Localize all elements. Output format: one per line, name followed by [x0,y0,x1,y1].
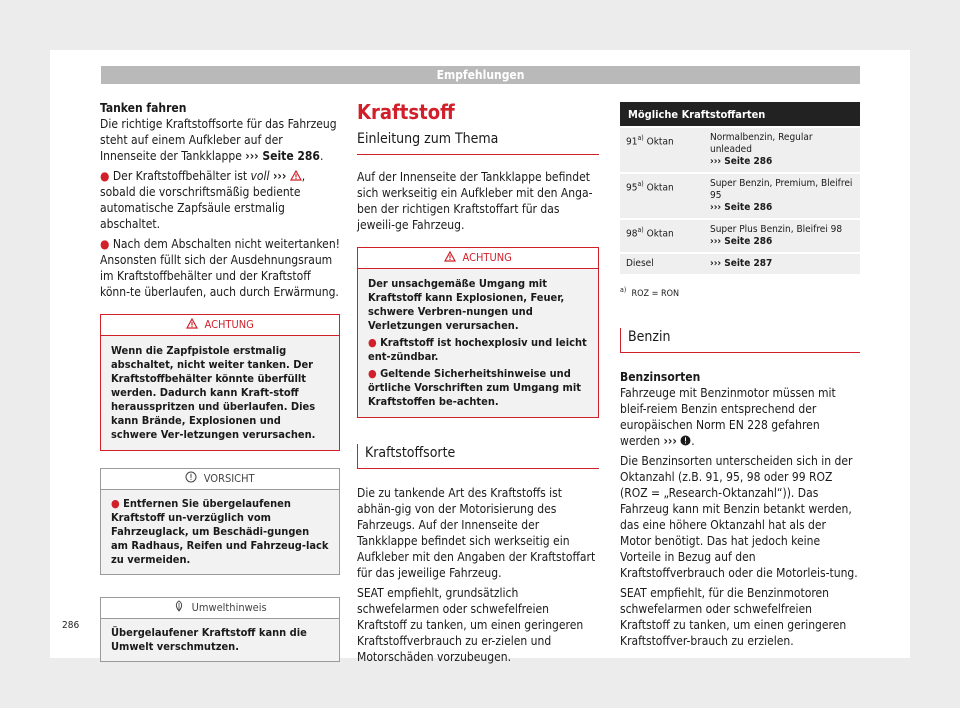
warning-lead: Der unsachgemäße Umgang mit Kraftstoff kann Explosionen, Feuer, schwere Verbren-nungen und Verletzungen verursachen. [368,277,565,332]
environment-header [101,598,339,619]
intro-text: Die richtige Kraftstoffsorte für das Fahrzeug steht auf einem Aufkleber auf der Innenseite der Tankklappe [100,117,337,163]
octane-cell [620,128,704,172]
environment-box [100,597,340,662]
warning-body: Wenn die Zapfpistole erstmalig abschaltet, nicht weiter tanken. Der Kraftstoffbehälter könnte überfüllt werden. Dadurch kann Kraft-stoff herausspritzen und überlaufen. Dies kann Brände, Explosionen und schwere Ver-letzungen verursachen. [101,336,339,450]
caution-title: VORSICHT [203,472,255,485]
footnote-text: ROZ = RON [631,289,680,299]
bullet-item [100,168,340,232]
paragraph: SEAT empfiehlt, grundsätzlich schwefelarmen oder schwefelfreien Kraftstoff zu tanken, um einen geringeren Kraftstoffverbrauch zu er-zielen und Motorschäden vorzubeugen. [357,586,584,664]
column-right [620,100,860,649]
environment-body: Übergelaufener Kraftstoff kann die Umwelt verschmutzen. [101,619,339,661]
paragraph-end: . [691,434,695,448]
octane-cell [620,174,704,218]
warning-header [358,248,598,269]
page-reference-link[interactable]: ››› Seite 286 [710,156,773,167]
sub-heading-benzinsorten: Benzinsorten [620,370,701,384]
bullet-icon: ● [100,237,110,251]
leaf-icon [173,600,185,612]
caution-body [101,490,339,574]
footnote-mark: a) [637,226,644,234]
footnote-mark: a) [637,180,644,188]
bullet-text: Nach dem Abschalten nicht weitertanken! Ansonsten füllt sich der Ausdehnungsraum im Kraftstoffbehälter und der Kraftstoff könn-te überlaufen, auch durch Erwärmung. [100,237,340,299]
warning-triangle-icon [290,170,302,181]
bullet-icon: ● [368,336,377,349]
warning-body [358,269,598,417]
reference-arrows[interactable]: ››› [272,169,287,183]
fuel-desc-cell [704,254,860,274]
warning-bullet-text: Kraftstoff ist hochexplosiv und leicht ent-zündbar. [368,336,587,363]
table-row [620,254,860,274]
fuel-desc-cell [704,220,860,252]
fuel-desc: Super Benzin, Premium, Bleifrei 95 [710,178,853,201]
fuel-desc-cell [704,174,860,218]
bullet-icon: ● [100,169,110,183]
octane-unit: Oktan [643,182,674,194]
section-heading-benzin: Benzin [620,328,860,353]
warning-box [100,314,340,451]
warning-bullet [368,336,588,364]
paragraph: Die Benzinsorten unterscheiden sich in der Oktanzahl (z.B. 91, 95, 98 oder 99 ROZ (ROZ = „Research-Oktanzahl“)). Das Fahrzeug kann mit Benzin betankt werden, das eine höhere Oktanzahl hat als der Motor benötigt. Das hat jedoch keine Vorteile in Bezug auf den Kraftstoffverbrauch oder die Motorleis-tung. [620,454,858,580]
table-row [620,128,860,172]
warning-title: ACHTUNG [204,318,254,331]
warning-triangle-icon [186,318,198,329]
info-circle-icon [185,471,197,483]
octane-value: Diesel [626,258,654,269]
fuel-desc-cell [704,128,860,172]
warning-box [357,247,599,418]
caution-text: Entfernen Sie übergelaufenen Kraftstoff un-verzüglich vom Fahrzeuglack, um Beschädi-gungen am Radhaus, Reifen und Fahrzeug-lack zu vermeiden. [111,497,329,566]
octane-value: 91 [626,136,638,148]
warning-header [101,315,339,336]
warning-triangle-icon [444,251,456,262]
intro-end: . [319,149,324,163]
environment-title: Umwelthinweis [191,601,267,614]
octane-cell [620,220,704,252]
warning-bullet [368,367,588,409]
table-title: Mögliche Kraftstoffarten [620,102,860,126]
warning-bullet-text: Geltende Sicherheitshinweise und örtliche Vorschriften zum Umgang mit Kraftstoffen be-achten. [368,367,581,408]
exclamation-circle-icon [680,435,691,446]
octane-unit: Oktan [643,228,674,240]
warning-title: ACHTUNG [462,251,512,264]
intro-paragraph: Auf der Innenseite der Tankklappe befindet sich werkseitig ein Aufkleber mit den Anga-ben der richtigen Kraftstoffart für das jeweili-ge Fahrzeug. [357,170,593,232]
paragraph [620,385,860,449]
table-row [620,220,860,252]
page-reference-link[interactable]: ››› Seite 286 [710,236,773,247]
subtitle: Einleitung zum Thema [357,130,599,155]
paragraph: Die zu tankende Art des Kraftstoffs ist abhän-gig von der Motorisierung des Fahrzeugs. Auf der Innenseite der Tankklappe befindet sich werkseitig ein Aufkleber mit den Angaben der Kraftstoffart für das jeweilige Fahrzeug. [357,486,596,580]
octane-cell [620,254,704,274]
footnote-mark: a) [620,286,627,294]
fuel-types-table [620,100,860,276]
reference-arrows[interactable]: ››› [663,434,677,448]
bullet-text: Der Kraftstoffbehälter ist [112,169,251,183]
main-title: Kraftstoff [357,100,455,124]
table-header-row [620,102,860,126]
fuel-desc: Super Plus Benzin, Bleifrei 98 [710,224,843,235]
octane-unit: Oktan [643,136,674,148]
emphasis-text: voll [250,169,270,183]
section-heading-tanken: Tanken fahren [100,101,187,115]
caution-box [100,468,340,575]
paragraph-text: Fahrzeuge mit Benzinmotor müssen mit bleif-reiem Benzin entsprechend der europäischen Norm EN 228 gefahren werden [620,386,836,448]
octane-value: 95 [626,182,638,194]
footnote-mark: a) [637,134,644,142]
page-reference-link[interactable]: ››› Seite 287 [710,258,773,269]
page-number: 286 [62,620,80,631]
column-middle [357,100,599,665]
chapter-header: Empfehlungen [101,66,860,84]
page [50,50,910,664]
bullet-item [100,236,340,300]
caution-header [101,469,339,490]
bullet-icon: ● [111,497,120,510]
section-heading-kraftstoffsorte: Kraftstoffsorte [357,444,599,469]
page-reference-link[interactable]: ››› Seite 286 [710,202,773,213]
page-reference-link[interactable]: ››› Seite 286 [245,149,320,163]
table-footnote [620,282,860,302]
column-left [100,100,340,662]
bullet-icon: ● [368,367,377,380]
table-row [620,174,860,218]
bullet-text-end: , sobald die vorschriftsmäßig bediente automatische Zapfsäule erstmalig abschaltet. [100,169,306,231]
fuel-desc: Normalbenzin, Regular unleaded [710,132,813,155]
octane-value: 98 [626,228,638,240]
paragraph: SEAT empfiehlt, für die Benzinmotoren schwefelarmen oder schwefelfreien Kraftstoff zu tanken, um einen geringeren Kraftstoffver-brauch zu erzielen. [620,586,847,648]
intro-paragraph [100,116,340,164]
